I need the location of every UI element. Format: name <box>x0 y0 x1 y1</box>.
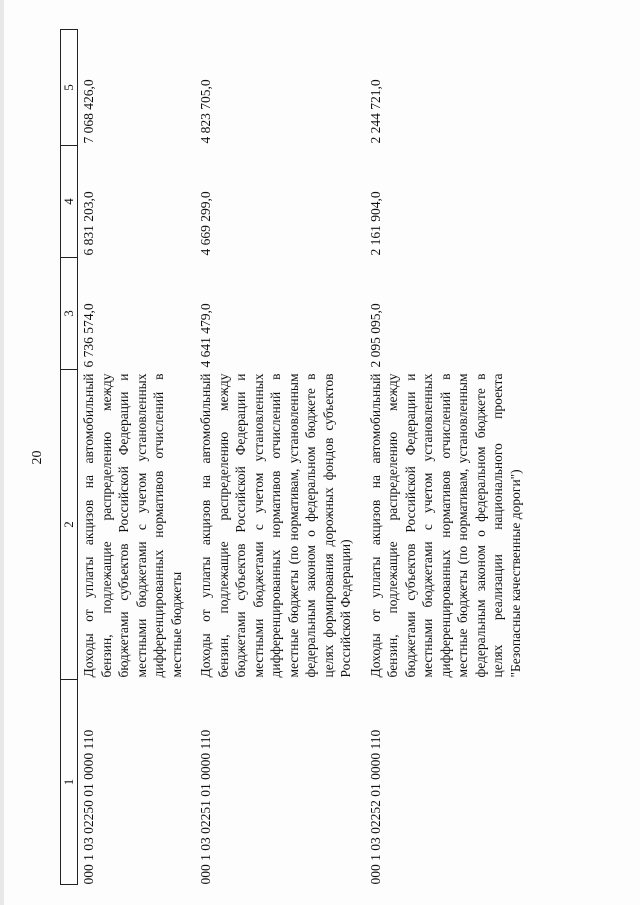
table-row <box>78 30 196 885</box>
revenue-table <box>60 29 534 885</box>
column-header-4: 4 <box>61 146 78 258</box>
amount-col5: 2 244 721,0 <box>367 79 383 144</box>
rotated-content <box>30 30 610 885</box>
column-header-2: 2 <box>61 370 78 680</box>
revenue-description: Доходы от уплаты акцизов на автомобильный бензин, подлежащие распределению между бюджетами субъектов Российской Федерации и местными бюджетами с учетом установленных дифференцированных нормативов отчислений в местные бюджеты <box>81 373 184 678</box>
amount-col3: 4 641 479,0 <box>198 303 213 368</box>
table-row <box>195 30 365 885</box>
page-number: 20 <box>30 450 45 465</box>
amount-col4: 6 831 203,0 <box>81 191 96 256</box>
column-header-5: 5 <box>61 30 78 146</box>
budget-code: 000 1 03 02252 01 0000 110 <box>367 729 383 885</box>
revenue-description: Доходы от уплаты акцизов на автомобильный бензин, подлежащие распределению между бюджетами субъектов Российской Федерации и местными бюджетами с учетом установленных дифференцированных нормативов отчислений в местные бюджеты (по нормативам, установленным федеральным законом о федеральном бюджете в целях реализации национального проекта "Безопасные качественные дороги") <box>367 373 523 678</box>
header-row <box>61 30 78 885</box>
column-header-3: 3 <box>61 258 78 370</box>
scan-edge <box>0 0 4 905</box>
amount-col5: 7 068 426,0 <box>81 79 96 144</box>
amount-col3: 6 736 574,0 <box>81 303 96 368</box>
budget-code: 000 1 03 02250 01 0000 110 <box>81 729 96 885</box>
column-header-1: 1 <box>61 680 78 885</box>
revenue-description: Доходы от уплаты акцизов на автомобильный бензин, подлежащие распределению между бюджетами субъектов Российской Федерации и местными бюджетами с учетом установленных дифференцированных нормативов отчислений в местные бюджеты (по нормативам, установленным федеральным законом о федеральном бюджете в целях формирования дорожных фондов субъектов Российской Федерации) <box>198 373 353 678</box>
amount-col4: 4 669 299,0 <box>198 191 213 256</box>
amount-col4: 2 161 904,0 <box>367 191 383 256</box>
budget-code: 000 1 03 02251 01 0000 110 <box>198 729 213 885</box>
amount-col5: 4 823 705,0 <box>198 79 213 144</box>
amount-col3: 2 095 095,0 <box>367 303 383 368</box>
table-row <box>365 30 535 885</box>
